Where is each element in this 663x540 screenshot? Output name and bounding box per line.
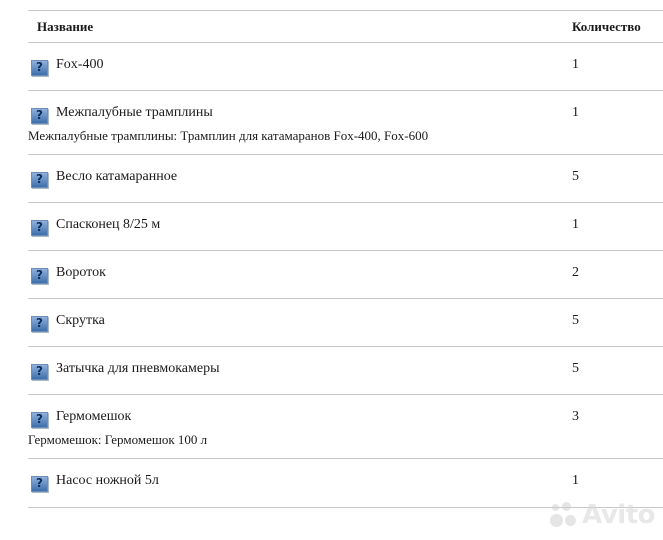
header-quantity: Количество	[572, 19, 641, 34]
item-name: Спасконец 8/25 м	[56, 217, 161, 232]
table-row	[28, 251, 663, 299]
table-row	[28, 203, 663, 251]
item-name: Межпалубные трамплины	[56, 105, 213, 120]
table-row	[28, 155, 663, 203]
item-description: Межпалубные трамплины: Трамплин для катамаранов Fox-400, Fox-600	[28, 128, 429, 143]
item-name: Fox-400	[56, 57, 104, 72]
avito-watermark	[548, 500, 655, 530]
question-icon	[31, 108, 48, 124]
question-icon	[31, 316, 48, 332]
question-icon	[31, 412, 48, 428]
item-quantity: 1	[572, 217, 579, 232]
item-name: Гермомешок	[56, 409, 132, 424]
item-name: Насос ножной 5л	[56, 473, 159, 488]
item-quantity: 5	[572, 313, 579, 328]
item-name: Весло катамаранное	[56, 169, 178, 184]
table-header	[28, 10, 663, 43]
table-row	[28, 43, 663, 91]
question-icon	[31, 476, 48, 492]
question-icon	[31, 268, 48, 284]
question-icon	[31, 364, 48, 380]
item-quantity: 5	[572, 361, 579, 376]
avito-logo-icon	[548, 500, 578, 530]
item-name: Вороток	[56, 265, 106, 280]
question-icon	[31, 220, 48, 236]
table-row	[28, 347, 663, 395]
item-quantity: 1	[572, 57, 579, 72]
item-name: Скрутка	[56, 313, 105, 328]
item-quantity: 1	[572, 105, 579, 120]
item-quantity: 3	[572, 409, 579, 424]
item-quantity: 2	[572, 265, 579, 280]
item-quantity: 1	[572, 473, 579, 488]
items-table	[28, 10, 663, 508]
item-quantity: 5	[572, 169, 579, 184]
table-row	[28, 91, 663, 155]
question-icon	[31, 172, 48, 188]
table-row	[28, 299, 663, 347]
item-name: Затычка для пневмокамеры	[56, 361, 220, 376]
header-name: Название	[37, 19, 94, 34]
item-description: Гермомешок: Гермомешок 100 л	[28, 432, 208, 447]
question-icon	[31, 60, 48, 76]
table-row	[28, 395, 663, 459]
watermark-text: Avito	[582, 500, 655, 530]
